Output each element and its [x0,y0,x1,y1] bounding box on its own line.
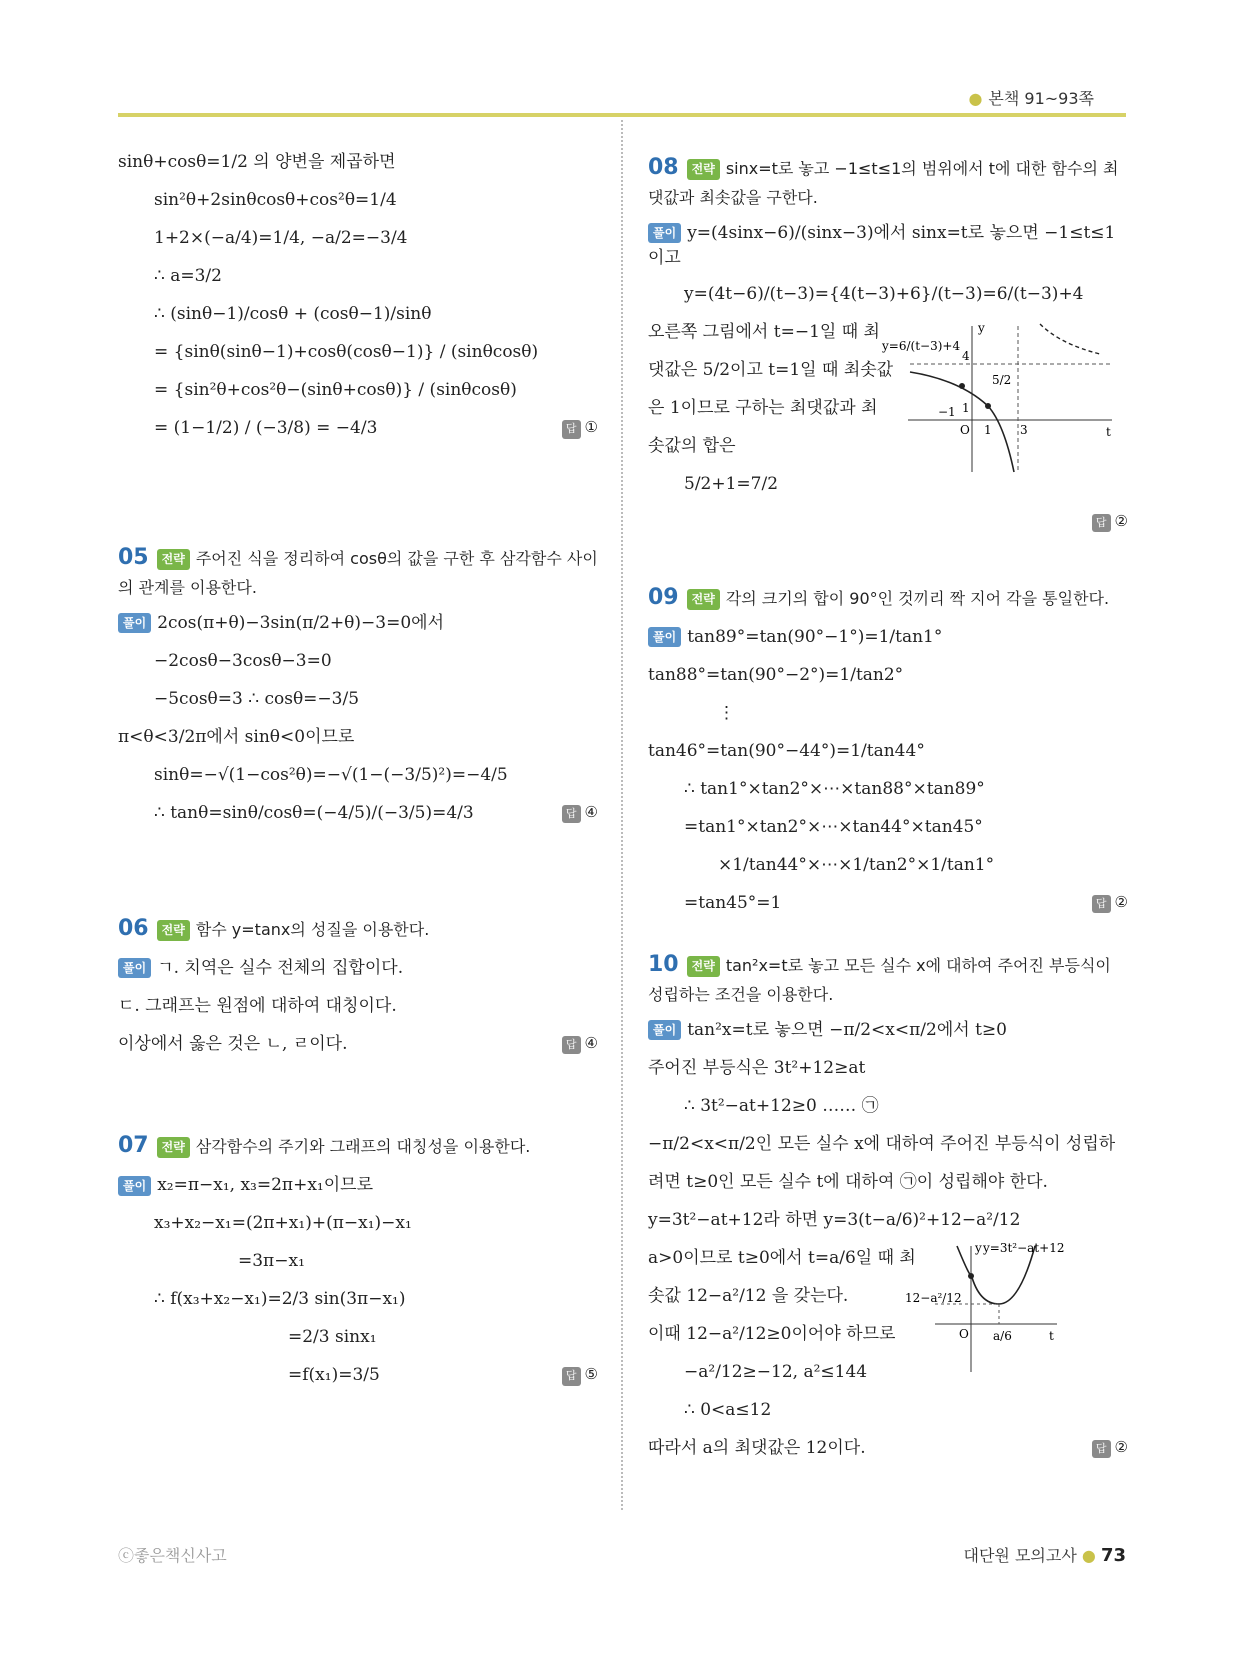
footer-publisher: ⓒ좋은책신사고 [118,1546,227,1565]
formula-line: −a²/12≥−12, a²≤144 [684,1361,868,1382]
formula-line: ∴ 3t²−at+12≥0 …… ㉠ [684,1095,879,1116]
solution-tag: 풀이 [118,1176,151,1196]
formula-line [118,416,598,444]
formula-line: =2/3 sinx₁ [288,1327,377,1348]
strategy-text: 삼각함수의 주기와 그래프의 대칭성을 이용한다. [195,1136,531,1156]
formula-line: ⋮ [718,702,735,723]
strategy-tag: 전략 [157,1137,190,1158]
solution-tag: 풀이 [648,223,681,243]
formula-line: 1+2×(−a/4)=1/4, −a/2=−3/4 [154,228,408,248]
text-line [648,1436,1128,1464]
text-line: −π/2<x<π/2인 모든 실수 x에 대하여 주어진 부등식이 성립하 [648,1133,1116,1154]
formula-line: =tan1°×tan2°×⋯×tan44°×tan45° [684,816,983,837]
formula-text: =tan45°=1 [684,892,782,913]
q10-parabola-graph [905,1240,1125,1380]
strategy-text: 각의 크기의 합이 90°인 것끼리 짝 지어 각을 통일한다. [725,588,1110,608]
answer-mark [1092,1436,1128,1459]
solution-text: tan²x=t로 놓으면 −π/2<x<π/2에서 t≥0 [687,1019,1007,1040]
graph-label: 1 [984,423,992,437]
strategy-tag: 전략 [687,589,720,610]
formula-line: x₃+x₂−x₁=(2π+x₁)+(π−x₁)−x₁ [154,1213,412,1234]
footer-section: 대단원 모의고사 [963,1546,1077,1565]
solution-tag: 풀이 [118,958,151,978]
question-number: 05 [118,545,149,570]
formula-line: −2cosθ−3cosθ−3=0 [154,650,332,671]
answer-line [648,510,1128,538]
formula-line: sinθ=−√(1−cos²θ)=−√(1−(−3/5)²)=−4/5 [154,764,508,785]
graph-label: O [959,1327,969,1341]
text-line: a>0이므로 t≥0에서 t=a/6일 때 최 [648,1247,916,1268]
answer-value: ② [1114,892,1128,911]
answer-badge: 답 [562,805,581,824]
formula-line: ∴ a=3/2 [154,266,222,286]
formula-line: tan46°=tan(90°−44°)=1/tan44° [648,740,925,761]
formula-text: = (1−1/2) / (−3/8) = −4/3 [154,418,378,438]
solution-line [648,1018,1128,1046]
answer-value: ① [584,418,598,436]
solution-text: x₂=π−x₁, x₃=2π+x₁이므로 [157,1175,374,1196]
answer-badge: 답 [562,1367,581,1386]
graph-label: t [1106,425,1111,439]
header-page-reference: ● 본책 91~93쪽 [968,89,1094,108]
solution-tag: 풀이 [648,627,681,647]
solution-text: tan89°=tan(90°−1°)=1/tan1° [687,626,943,647]
formula-text: 이상에서 옳은 것은 ㄴ, ㄹ이다. [118,1033,348,1054]
intro-line: sinθ+cosθ=1/2 의 양변을 제곱하면 [118,152,396,172]
formula-line: π<θ<3/2π에서 sinθ<0이므로 [118,726,355,747]
question-07-heading [118,1128,598,1163]
formula-line [118,1032,598,1060]
formula-line: tan88°=tan(90°−2°)=1/tan2° [648,664,904,685]
text-line: 솟값 12−a²/12 을 갖는다. [648,1285,849,1306]
solution-tag: 풀이 [648,1020,681,1040]
footer-page [964,1543,1127,1566]
answer-badge: 답 [1092,895,1111,914]
text-line: 이때 12−a²/12≥0이어야 하므로 [648,1323,896,1344]
formula-text: ∴ tanθ=sinθ/cosθ=(−4/5)/(−3/5)=4/3 [154,802,474,823]
solution-line [118,611,598,639]
question-06-heading [118,911,598,946]
text-line: 려면 t≥0인 모든 실수 t에 대하여 ㉠이 성립해야 한다. [648,1171,1048,1192]
strategy-text: tan²x=t로 놓고 모든 실수 x에 대하여 주어진 부등식이 성립하는 조건을 이용한다. [648,955,1111,1005]
text-line: 주어진 부등식은 3t²+12≥at [648,1057,866,1078]
graph-label: y [975,1241,982,1255]
max-point [959,383,965,389]
graph-label: −1 [938,405,956,419]
footer-dot: ● [1081,1546,1096,1565]
strategy-text: 함수 y=tanx의 성질을 이용한다. [195,919,430,939]
answer-badge: 답 [1092,514,1111,533]
solution-tag: 풀이 [118,613,151,633]
question-number: 06 [118,915,149,941]
header-rule [118,113,1126,117]
hyperbola-branch-right [1040,324,1100,354]
question-08-heading [648,150,1128,211]
question-10-heading [648,947,1128,1008]
solution-line [648,221,1128,272]
answer-mark [562,1363,598,1386]
text-line: 솟값의 합은 [648,435,736,456]
strategy-tag: 전략 [687,159,720,180]
answer-value: ④ [584,1033,598,1052]
question-number: 08 [648,155,679,180]
answer-value: ④ [584,802,598,821]
solution-line [648,625,1128,653]
graph-label: a/6 [993,1329,1012,1343]
graph-label: 5/2 [992,373,1012,387]
formula-line: ×1/tan44°×⋯×1/tan2°×1/tan1° [718,854,995,875]
formula-text: 따라서 a의 최댓값은 12이다. [648,1437,866,1458]
graph-label: 3 [1020,423,1028,437]
formula-line: sin²θ+2sinθcosθ+cos²θ=1/4 [154,190,397,210]
graph-label: O [960,423,970,437]
strategy-tag: 전략 [687,956,720,977]
answer-badge: 답 [562,420,581,439]
graph-label: t [1049,1329,1054,1343]
solution-line [118,1173,598,1201]
formula-line: ∴ (sinθ−1)/cosθ + (cosθ−1)/sinθ [154,304,432,324]
text-line: 오른쪽 그림에서 t=−1일 때 최 [648,321,880,342]
formula-line: = {sinθ(sinθ−1)+cosθ(cosθ−1)} / (sinθcosθ) [154,342,539,362]
formula-line: = {sin²θ+cos²θ−(sinθ+cosθ)} / (sinθcosθ) [154,380,517,400]
strategy-tag: 전략 [157,920,190,941]
solution-text: 2cos(π+θ)−3sin(π/2+θ)−3=0에서 [157,612,444,633]
formula-line [118,1363,598,1391]
formula-line: y=(4t−6)/(t−3)={4(t−3)+6}/(t−3)=6/(t−3)+4 [684,283,1084,304]
formula-line: ∴ tan1°×tan2°×⋯×tan88°×tan89° [684,778,985,799]
answer-badge: 답 [562,1036,581,1055]
y-intercept-point [968,1273,974,1279]
formula-line: −5cosθ=3 ∴ cosθ=−3/5 [154,688,360,709]
formula-text: =f(x₁)=3/5 [288,1365,380,1386]
solution-line [118,956,598,984]
answer-mark [1092,510,1128,533]
answer-mark [1092,891,1128,914]
answer-badge: 답 [1092,1440,1111,1459]
question-09-heading [648,580,1128,615]
answer-mark [562,801,598,824]
strategy-tag: 전략 [157,549,190,570]
graph-label: 1 [962,401,970,415]
graph-label: 12−a²/12 [905,1291,962,1305]
strategy-text: sinx=t로 놓고 −1≤t≤1의 범위에서 t에 대한 함수의 최댓값과 최솟값을 구한다. [648,159,1119,208]
formula-line: ㄷ. 그래프는 원점에 대하여 대칭이다. [118,995,397,1016]
formula-line: y=3t²−at+12라 하면 y=3(t−a/6)²+12−a²/12 [648,1209,1021,1230]
formula-line: 5/2+1=7/2 [684,473,779,494]
formula-line [118,801,598,829]
question-05-heading [118,540,598,601]
min-point [985,403,991,409]
question-number: 09 [648,584,679,610]
answer-mark [562,1032,598,1055]
curve-label: y=3t²−at+12 [983,1241,1065,1255]
formula-line: =3π−x₁ [238,1251,305,1272]
formula-line: ∴ f(x₃+x₂−x₁)=2/3 sin(3π−x₁) [154,1289,406,1310]
answer-mark [562,416,598,439]
question-number: 10 [648,951,679,977]
text-line: 댓값은 5/2이고 t=1일 때 최솟값 [648,359,894,380]
answer-value: ⑤ [584,1365,598,1384]
question-number: 07 [118,1132,149,1158]
solution-text: y=(4sinx−6)/(sinx−3)에서 sinx=t로 놓으면 −1≤t≤1이고 [648,222,1116,269]
formula-line [648,891,1128,919]
q08-hyperbola-graph [882,320,1120,480]
formula-line: ∴ 0<a≤12 [684,1399,772,1420]
answer-value: ② [1114,1437,1128,1456]
answer-value: ② [1114,511,1128,530]
graph-label: 4 [962,349,970,363]
text-line: 은 1이므로 구하는 최댓값과 최 [648,397,878,418]
graph-label: y [978,321,985,335]
left-column [118,150,598,1401]
curve-label: y=6/(t−3)+4 [882,339,961,353]
column-divider [621,120,623,1510]
page-number: 73 [1100,1545,1126,1566]
solution-text: ㄱ. 치역은 실수 전체의 집합이다. [157,957,404,978]
strategy-text: 주어진 식을 정리하여 cosθ의 값을 구한 후 삼각함수 사이의 관계를 이용한다. [118,549,598,598]
